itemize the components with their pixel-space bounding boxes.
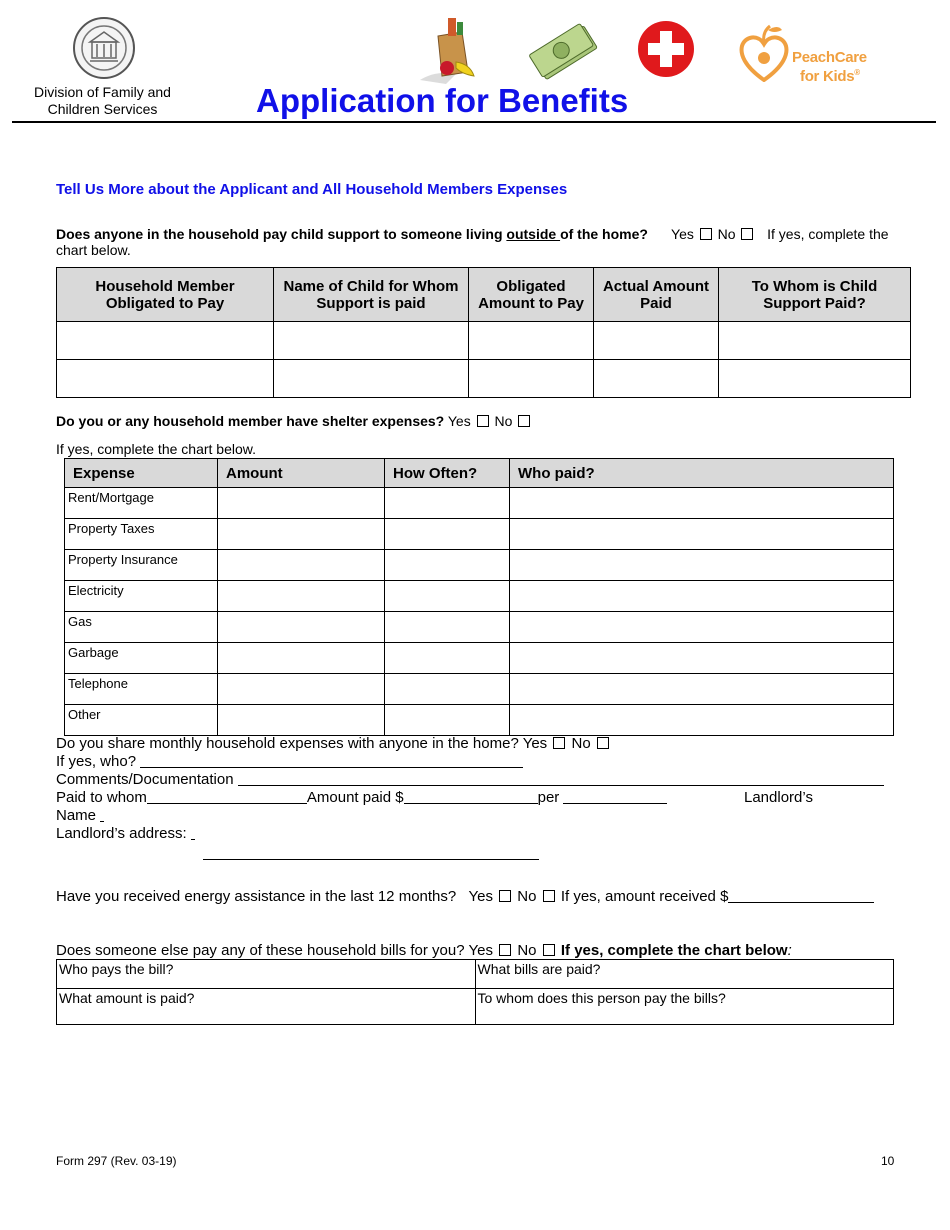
money-icon <box>528 16 600 86</box>
bills-what-bills-cell[interactable]: What bills are paid? <box>475 960 894 989</box>
paid-to-whom-field[interactable] <box>147 789 307 804</box>
section-heading: Tell Us More about the Applicant and All Household Members Expenses <box>56 181 568 198</box>
bills-question-text: Does someone else pay any of these household bills for you? <box>56 942 465 959</box>
page-number: 10 <box>881 1154 895 1168</box>
share-who-field[interactable] <box>140 753 523 768</box>
table-cell[interactable] <box>218 550 385 581</box>
state-seal <box>72 16 136 80</box>
table-cell[interactable] <box>218 705 385 736</box>
share-who-label: If yes, who? <box>56 753 137 770</box>
energy-amount-field[interactable] <box>728 888 874 903</box>
bills-no-checkbox[interactable] <box>543 944 555 956</box>
header-divider <box>12 121 936 123</box>
energy-assistance-question <box>56 888 874 905</box>
per-field[interactable] <box>563 789 667 804</box>
expense-label: Property Taxes <box>65 519 218 550</box>
agency-line-2: Children Services <box>47 101 158 117</box>
table-cell[interactable] <box>385 488 510 519</box>
table-cell[interactable] <box>510 643 894 674</box>
table-row <box>65 643 894 674</box>
landlord-address-label: Landlord’s address: <box>56 825 187 842</box>
landlord-address-field[interactable] <box>191 825 195 840</box>
table-cell[interactable] <box>218 643 385 674</box>
expense-label: Gas <box>65 612 218 643</box>
child-support-instruction: If yes, complete the chart below. <box>56 226 889 258</box>
table-cell[interactable] <box>218 488 385 519</box>
column-header: Actual Amount Paid <box>594 268 719 322</box>
table-cell[interactable] <box>385 612 510 643</box>
groceries-icon <box>416 14 492 86</box>
table-cell[interactable] <box>719 322 911 360</box>
table-row <box>65 488 894 519</box>
table-cell[interactable] <box>594 360 719 398</box>
form-number: Form 297 (Rev. 03-19) <box>56 1154 177 1168</box>
shelter-question-text: Do you or any household member have shelter expenses? <box>56 413 445 429</box>
bills-yes-label: Yes <box>468 942 493 959</box>
shelter-no-label: No <box>494 413 513 429</box>
table-row <box>57 360 911 398</box>
column-header: Obligated Amount to Pay <box>469 268 594 322</box>
bills-colon: : <box>787 942 792 959</box>
bills-who-pays-cell[interactable]: Who pays the bill? <box>57 960 476 989</box>
energy-amount-label: If yes, amount received $ <box>560 888 729 905</box>
table-row <box>65 612 894 643</box>
per-label: per <box>537 789 560 806</box>
bills-table <box>56 959 894 1025</box>
shelter-question <box>56 413 532 429</box>
column-header: Who paid? <box>510 459 894 488</box>
landlord-address-line-2[interactable] <box>203 859 539 860</box>
table-cell[interactable] <box>594 322 719 360</box>
landlords-label: Landlord’s <box>744 789 813 806</box>
comments-label: Comments/Documentation <box>56 771 234 788</box>
expense-label: Electricity <box>65 581 218 612</box>
child-support-question-underlined: outside <box>506 226 561 242</box>
table-cell[interactable] <box>469 360 594 398</box>
peachcare-line-1: PeachCare <box>792 49 867 66</box>
energy-yes-label: Yes <box>468 888 493 905</box>
share-expenses-question <box>56 735 611 752</box>
bills-instruction: If yes, complete the chart below <box>560 942 788 959</box>
table-cell[interactable] <box>510 488 894 519</box>
peach-heart-icon <box>738 24 790 82</box>
child-support-yes-checkbox[interactable] <box>700 228 712 240</box>
energy-no-label: No <box>517 888 537 905</box>
table-cell[interactable] <box>510 550 894 581</box>
energy-no-checkbox[interactable] <box>543 890 555 902</box>
table-cell[interactable] <box>510 674 894 705</box>
bills-question <box>56 942 792 959</box>
column-header: Household Member Obligated to Pay <box>57 268 274 322</box>
table-cell[interactable] <box>719 360 911 398</box>
shelter-yes-label: Yes <box>447 413 471 429</box>
energy-question-text: Have you received energy assistance in the last 12 months? <box>56 888 457 905</box>
peachcare-logo <box>738 24 878 84</box>
landlord-address-row <box>56 825 195 842</box>
table-cell[interactable] <box>274 360 469 398</box>
expense-label: Other <box>65 705 218 736</box>
child-support-question <box>56 226 896 258</box>
expense-label: Telephone <box>65 674 218 705</box>
red-cross-icon <box>637 20 695 78</box>
table-row <box>65 674 894 705</box>
amount-paid-field[interactable] <box>404 789 538 804</box>
table-cell[interactable] <box>385 581 510 612</box>
share-no-label: No <box>571 735 591 752</box>
agency-name <box>20 84 185 118</box>
landlord-name-row <box>56 807 104 824</box>
table-cell[interactable] <box>218 612 385 643</box>
column-header: To Whom is Child Support Paid? <box>719 268 911 322</box>
column-header: Amount <box>218 459 385 488</box>
peachcare-registered-mark: ® <box>854 68 860 77</box>
table-row <box>57 960 894 989</box>
child-support-question-text: Does anyone in the household pay child support to someone living <box>56 226 507 242</box>
child-support-no-checkbox[interactable] <box>741 228 753 240</box>
peachcare-line-2: for Kids <box>800 68 855 85</box>
table-cell[interactable] <box>218 519 385 550</box>
table-cell[interactable] <box>385 519 510 550</box>
bills-amount-cell[interactable]: What amount is paid? <box>57 989 476 1025</box>
shelter-instruction: If yes, complete the chart below. <box>56 441 256 457</box>
table-row <box>65 519 894 550</box>
table-cell[interactable] <box>510 612 894 643</box>
landlord-name-field[interactable] <box>100 807 104 822</box>
child-support-yes-label: Yes <box>671 226 694 242</box>
landlord-name-label: Name <box>56 807 97 824</box>
table-row <box>65 550 894 581</box>
shelter-header-row <box>65 459 894 488</box>
comments-row <box>56 771 884 788</box>
table-cell[interactable] <box>469 322 594 360</box>
share-who-row <box>56 753 523 770</box>
share-question-text: Do you share monthly household expenses with anyone in the home? <box>56 735 519 752</box>
child-support-no-label: No <box>717 226 736 242</box>
share-yes-label: Yes <box>522 735 548 752</box>
column-header: How Often? <box>385 459 510 488</box>
table-row <box>65 581 894 612</box>
bills-no-label: No <box>517 942 537 959</box>
shelter-expense-table <box>64 458 894 736</box>
expense-label: Rent/Mortgage <box>65 488 218 519</box>
shelter-no-checkbox[interactable] <box>518 415 530 427</box>
table-cell[interactable] <box>385 705 510 736</box>
comments-field[interactable] <box>238 771 884 786</box>
amount-paid-label: Amount paid $ <box>306 789 404 806</box>
table-cell[interactable] <box>57 360 274 398</box>
child-support-question-end: of the home? <box>560 226 648 242</box>
agency-line-1: Division of Family and <box>34 84 171 100</box>
table-row <box>57 989 894 1025</box>
table-cell[interactable] <box>510 519 894 550</box>
paid-to-whom-label: Paid to whom <box>56 789 147 806</box>
table-cell[interactable] <box>385 674 510 705</box>
table-row <box>57 322 911 360</box>
child-support-table <box>56 267 911 398</box>
child-support-header-row <box>57 268 911 322</box>
paid-to-whom-row <box>56 789 667 806</box>
table-cell[interactable] <box>510 705 894 736</box>
bills-yes-checkbox[interactable] <box>499 944 511 956</box>
table-cell[interactable] <box>57 322 274 360</box>
table-cell[interactable] <box>274 322 469 360</box>
column-header: Expense <box>65 459 218 488</box>
table-cell[interactable] <box>218 581 385 612</box>
bills-to-whom-cell[interactable]: To whom does this person pay the bills? <box>475 989 894 1025</box>
energy-yes-checkbox[interactable] <box>499 890 511 902</box>
shelter-yes-checkbox[interactable] <box>477 415 489 427</box>
table-row <box>65 705 894 736</box>
share-yes-checkbox[interactable] <box>553 737 565 749</box>
table-cell[interactable] <box>385 550 510 581</box>
page-title: Application for Benefits <box>256 82 629 119</box>
table-cell[interactable] <box>510 581 894 612</box>
expense-label: Garbage <box>65 643 218 674</box>
expense-label: Property Insurance <box>65 550 218 581</box>
share-no-checkbox[interactable] <box>597 737 609 749</box>
table-cell[interactable] <box>218 674 385 705</box>
table-cell[interactable] <box>385 643 510 674</box>
column-header: Name of Child for Whom Support is paid <box>274 268 469 322</box>
